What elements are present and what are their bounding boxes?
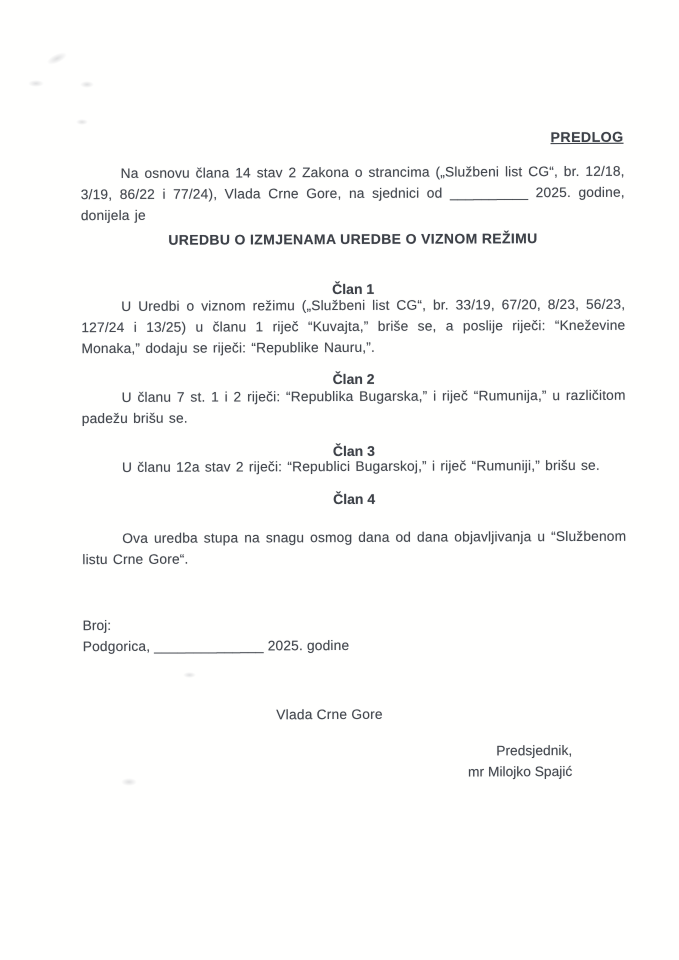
article-3-body: U članu 12a stav 2 riječi: “Republici Bugarskoj,” i riječ “Rumuniji,” brišu se. [121, 457, 600, 475]
article-2-heading: Član 2 [332, 370, 375, 388]
number-label: Broj: [82, 617, 112, 634]
article-4-body: Ova uredba stupa na snagu osmog dana od dana objavljivanja u “Službenom listu Crne Gore“. [82, 528, 627, 568]
article-4-heading: Član 4 [333, 490, 376, 508]
signature-role: Predsjednik, [496, 742, 573, 759]
place-date-line: Podgorica, ______________ 2025. godine [82, 637, 350, 655]
document-title: UREDBU O IZMJENAMA UREDBE O VIZNOM REŽIMU [168, 230, 538, 248]
article-2-body: U članu 7 st. 1 i 2 riječi: “Republika Bugarska,” i riječ “Rumunija,” u različitom padežu brišu se. [81, 387, 626, 427]
article-3-heading: Član 3 [332, 442, 375, 460]
signature-name: mr Milojko Spajić [467, 763, 573, 780]
document-tag-predlog: PREDLOG [550, 129, 624, 147]
signature-block [468, 740, 572, 782]
intro-paragraph: Na osnovu člana 14 stav 2 Zakona o strancima („Službeni list CG“, br. 12/18, 3/19, 86/22 i 77/24), Vlada Crne Gore, na sjednici od __________ 2025. godine, donijela je [80, 163, 625, 224]
article-1-body: U Uredbi o viznom režimu („Službeni list CG“, br. 33/19, 67/20, 8/23, 56/23, 127/24 i 13/25) u članu 1 riječ “Kuvajta,” briše se, a poslije riječi: “Kneževine Monaka,” dodaju se riječi: “Republike Nauru,”. [81, 296, 626, 357]
issuer-name: Vlada Crne Gore [276, 706, 383, 723]
article-1-heading: Član 1 [332, 280, 375, 298]
